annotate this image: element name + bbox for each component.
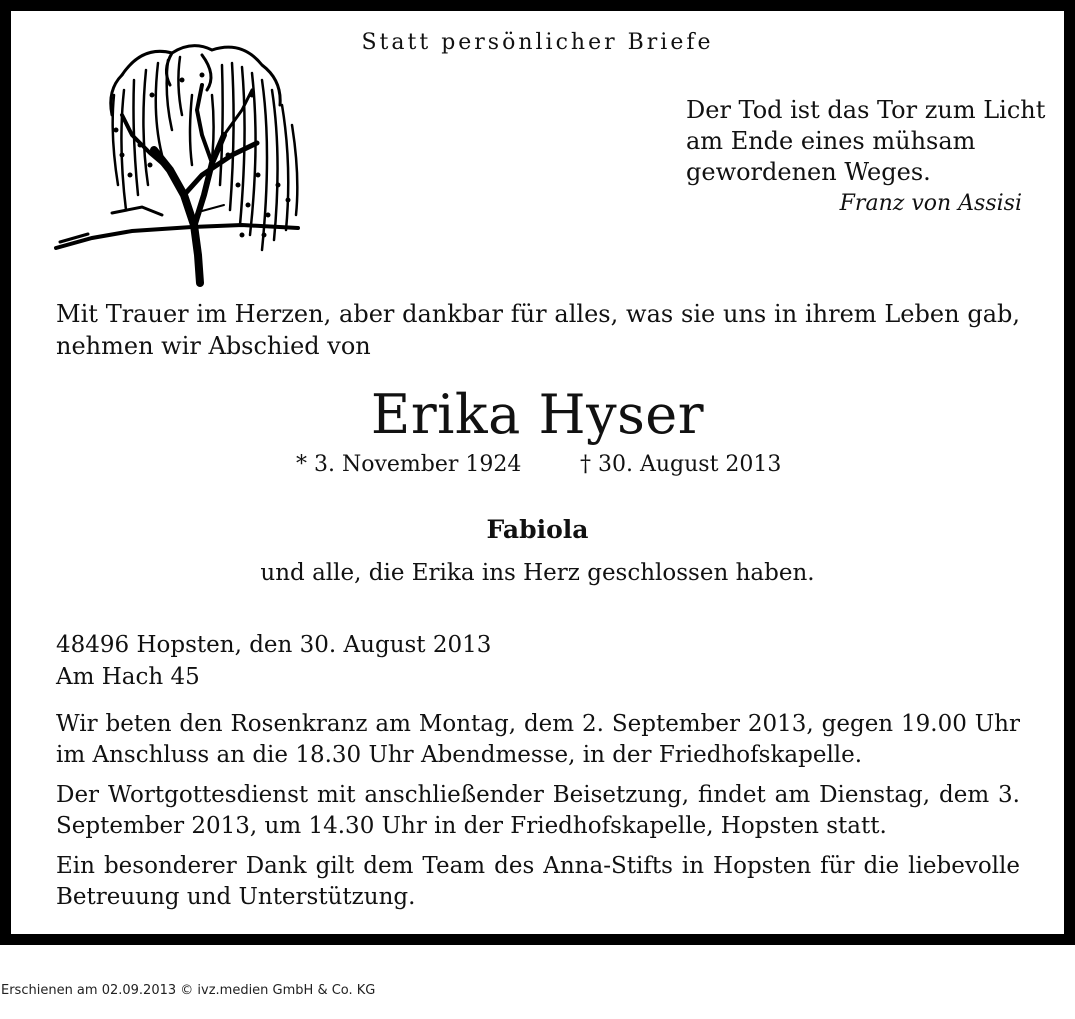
deceased-name: Erika Hyser [370, 383, 705, 446]
willow-tree-icon [52, 35, 304, 290]
publication-footer: Erschienen am 02.09.2013 © ivz.medien GmbH & Co. KG [1, 983, 376, 998]
quote-author: Franz von Assisi [839, 191, 1022, 216]
thanks-paragraph: Ein besonderer Dank gilt dem Team des Anna-Stifts in Hopsten für die liebevolle Betreuung und Unterstützung. [56, 853, 1020, 910]
address-block [56, 629, 491, 693]
intro-text: Mit Trauer im Herzen, aber dankbar für alles, was sie uns in ihrem Leben gab, nehmen wir Abschied von [56, 300, 1020, 360]
service-paragraph: Der Wortgottesdienst mit anschließender Beisetzung, findet am Dienstag, dem 3. September 2013, um 14.30 Uhr in der Friedhofskapelle, Hopsten statt. [56, 782, 1020, 839]
mourners-rest: und alle, die Erika ins Herz geschlossen haben. [260, 560, 815, 586]
quote-line: Der Tod ist das Tor zum Licht [686, 96, 1046, 124]
mourner-name: Fabiola [486, 515, 589, 544]
address-line: 48496 Hopsten, den 30. August 2013 [56, 632, 492, 658]
death-date: † 30. August 2013 [580, 452, 782, 477]
header-title: Statt persönlicher Briefe [361, 30, 714, 55]
quote-block [686, 95, 1046, 219]
quote-line: am Ende eines mühsam [686, 127, 976, 155]
address-line: Am Hach 45 [56, 664, 200, 690]
quote-line: gewordenen Weges. [686, 158, 931, 186]
rosary-paragraph: Wir beten den Rosenkranz am Montag, dem 2. September 2013, gegen 19.00 Uhr im Anschluss an die 18.30 Uhr Abendmesse, in der Friedhofskapelle. [56, 711, 1020, 768]
birth-date: * 3. November 1924 [296, 452, 522, 477]
